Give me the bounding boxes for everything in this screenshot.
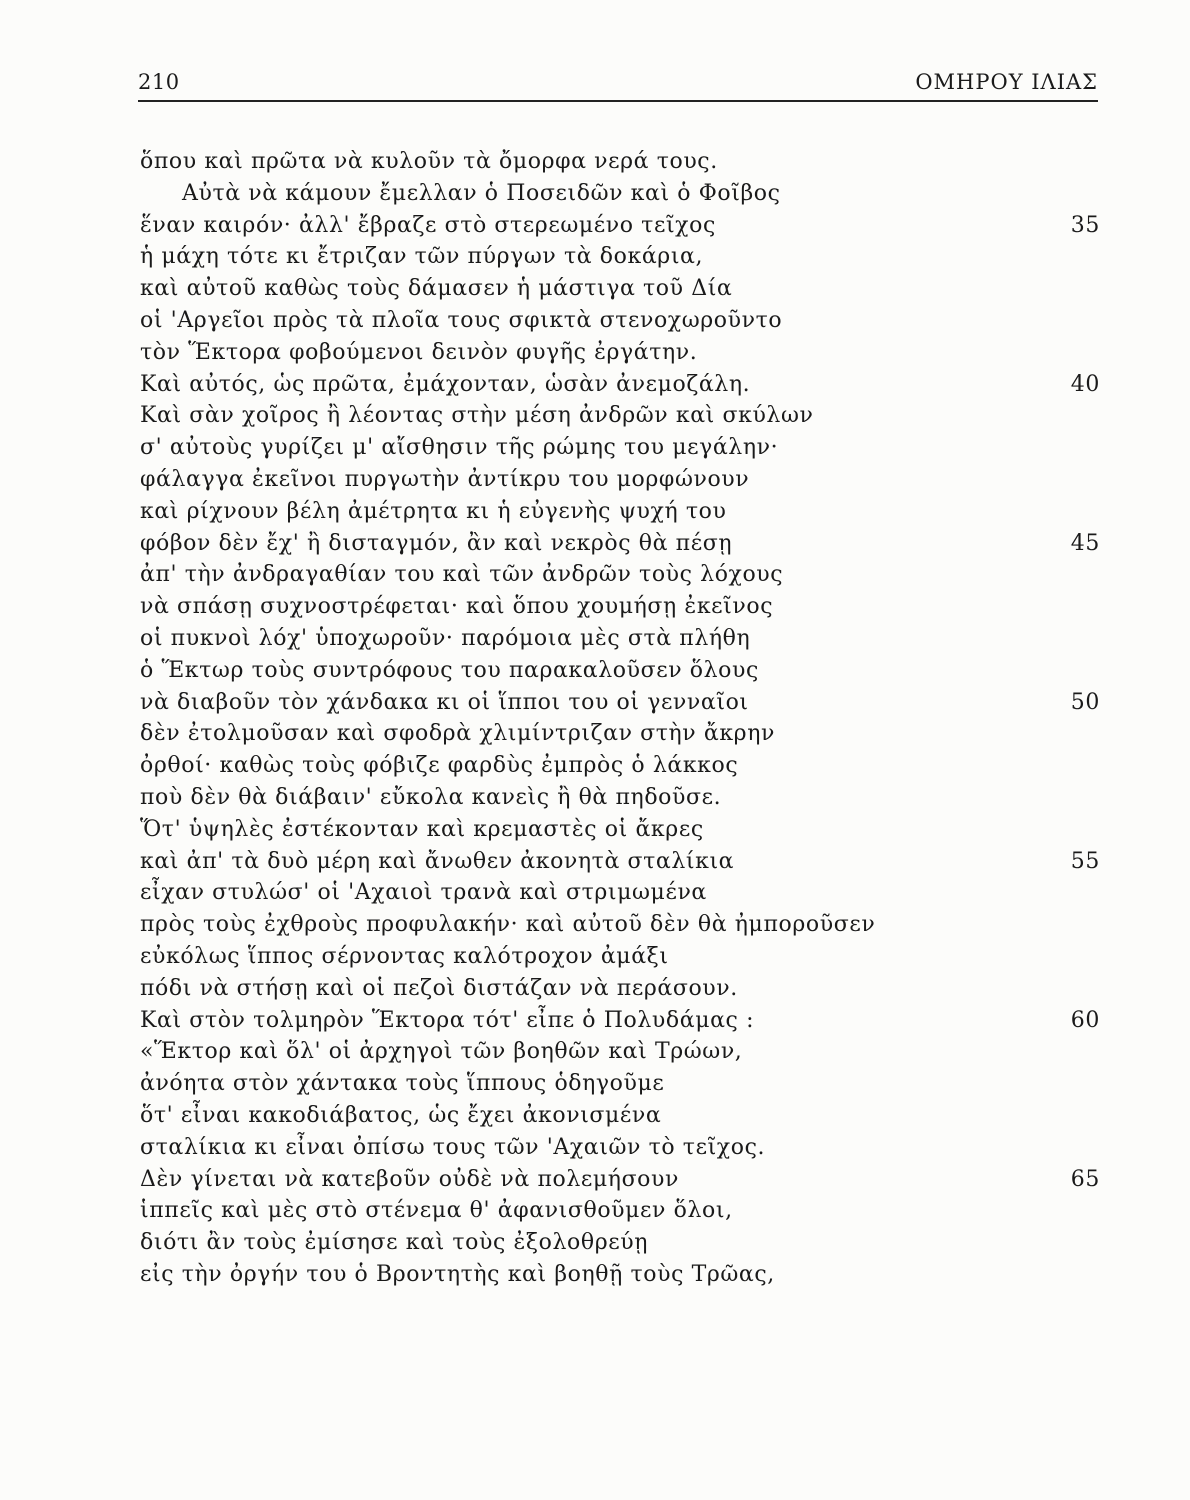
verse-line-31 (140, 1100, 1100, 1132)
verse-line-15 (140, 591, 1100, 623)
line-number: 45 (1070, 530, 1100, 556)
verse-text: οἱ πυκνοὶ λόχ' ὑποχωροῦν· παρόμοια μὲς στὰ πλήθη (140, 625, 751, 651)
verse-line-33 (140, 1164, 1100, 1196)
verse-text: ἕναν καιρόν· ἀλλ' ἔβραζε στὸ στερεωμένο τεῖχος (140, 212, 716, 238)
verse-line-24 (140, 877, 1100, 909)
verse-text: Αὐτὰ νὰ κάμουν ἔμελλαν ὁ Ποσειδῶν καὶ ὁ Φοῖβος (182, 180, 781, 206)
running-head (138, 70, 1098, 102)
verse-text: ἱππεῖς καὶ μὲς στὸ στένεμα θ' ἀφανισθοῦμεν ὅλοι, (140, 1198, 733, 1224)
verse-text: Ὅτ' ὑψηλὲς ἐστέκονταν καὶ κρεμαστὲς οἱ ἄκρες (140, 816, 704, 842)
verse-text: πρὸς τοὺς ἐχθροὺς προφυλακήν· καὶ αὐτοῦ δὲν θὰ ἠμποροῦσεν (140, 912, 876, 938)
line-number: 40 (1070, 371, 1100, 397)
verse-text: Καὶ σὰν χοῖρος ἢ λέοντας στὴν μέση ἀνδρῶν καὶ σκύλων (140, 403, 814, 429)
verse-line-11 (140, 464, 1100, 496)
page-number: 210 (138, 70, 180, 94)
verse-text: νὰ σπάσῃ συχνοστρέφεται· καὶ ὅπου χουμήσῃ ἐκεῖνος (140, 594, 774, 620)
verse-text: διότι ἂν τοὺς ἐμίσησε καὶ τοὺς ἐξολοθρεύῃ (140, 1230, 648, 1256)
verse-text: ποὺ δὲν θὰ διάβαιν' εὔκολα κανεὶς ἢ θὰ πηδοῦσε. (140, 784, 722, 810)
verse-text: καὶ ρίχνουν βέλη ἀμέτρητα κι ἡ εὐγενὴς ψυχή του (140, 498, 727, 524)
verse-line-1 (140, 146, 1100, 178)
verse-line-17 (140, 655, 1100, 687)
verse-text: σταλίκια κι εἶναι ὀπίσω τους τῶν 'Αχαιῶν τὸ τεῖχος. (140, 1134, 766, 1160)
verse-line-6 (140, 305, 1100, 337)
verse-text: Καὶ αὐτός, ὡς πρῶτα, ἐμάχονταν, ὡσὰν ἀνεμοζάλη. (140, 371, 751, 397)
verse-line-8 (140, 369, 1100, 401)
verse-text: ἡ μάχη τότε κι ἔτριζαν τῶν πύργων τὰ δοκάρια, (140, 244, 704, 270)
verse-line-18 (140, 687, 1100, 719)
verse-text: καὶ αὐτοῦ καθὼς τοὺς δάμασεν ἡ μάστιγα τοῦ Δία (140, 276, 733, 302)
verse-line-10 (140, 432, 1100, 464)
verse-text: νὰ διαβοῦν τὸν χάνδακα κι οἱ ἵπποι του οἱ γενναῖοι (140, 689, 749, 715)
verse-line-7 (140, 337, 1100, 369)
verse-line-2 (140, 178, 1100, 210)
verse-text: ὀρθοί· καθὼς τοὺς φόβιζε φαρδὺς ἐμπρὸς ὁ λάκκος (140, 753, 739, 779)
book-title: ΟΜΗΡΟΥ ΙΛΙΑΣ (915, 70, 1098, 94)
verse-text: πόδι νὰ στήσῃ καὶ οἱ πεζοὶ διστάζαν νὰ περάσουν. (140, 975, 738, 1001)
verse-line-25 (140, 909, 1100, 941)
verse-line-14 (140, 559, 1100, 591)
verse-line-12 (140, 496, 1100, 528)
verse-text: φόβον δὲν ἔχ' ἢ δισταγμόν, ἂν καὶ νεκρὸς θὰ πέσῃ (140, 530, 733, 556)
line-number: 35 (1070, 212, 1100, 238)
verse-text: τὸν Ἕκτορα φοβούμενοι δεινὸν φυγῆς ἐργάτην. (140, 339, 698, 365)
verse-text: Δὲν γίνεται νὰ κατεβοῦν οὐδὲ νὰ πολεμήσουν (140, 1166, 679, 1192)
line-number: 65 (1070, 1166, 1100, 1192)
verse-line-19 (140, 718, 1100, 750)
verse-line-26 (140, 941, 1100, 973)
verse-text: οἱ 'Αργεῖοι πρὸς τὰ πλοῖα τους σφικτὰ στενοχωροῦντο (140, 307, 783, 333)
verse-text: ὁ Ἕκτωρ τοὺς συντρόφους του παρακαλοῦσεν ὅλους (140, 657, 759, 683)
verse-text: ἀπ' τὴν ἀνδραγαθίαν του καὶ τῶν ἀνδρῶν τοὺς λόχους (140, 562, 784, 588)
verse-line-4 (140, 241, 1100, 273)
verse-text: δὲν ἐτολμοῦσαν καὶ σφοδρὰ χλιμίντριζαν στὴν ἄκρην (140, 721, 775, 747)
verse-text: εἶχαν στυλώσ' οἱ 'Αχαιοὶ τρανὰ καὶ στριμωμένα (140, 880, 707, 906)
line-number: 50 (1070, 689, 1100, 715)
verse-text: εἰς τὴν ὀργήν του ὁ Βροντητὴς καὶ βοηθῇ τοὺς Τρῶας, (140, 1261, 775, 1287)
line-number: 55 (1070, 848, 1100, 874)
verse-line-34 (140, 1195, 1100, 1227)
verse-line-9 (140, 400, 1100, 432)
verse-text: ἀνόητα στὸν χάντακα τοὺς ἵππους ὁδηγοῦμε (140, 1071, 665, 1097)
verse-line-5 (140, 273, 1100, 305)
verse-line-35 (140, 1227, 1100, 1259)
verse-line-23 (140, 846, 1100, 878)
verse-line-13 (140, 528, 1100, 560)
verse-line-27 (140, 973, 1100, 1005)
verse-line-16 (140, 623, 1100, 655)
verse-line-28 (140, 1005, 1100, 1037)
verse-text: φάλαγγα ἐκεῖνοι πυργωτὴν ἀντίκρυ του μορφώνουν (140, 466, 750, 492)
verse-text: ὅτ' εἶναι κακοδιάβατος, ὡς ἔχει ἀκονισμένα (140, 1102, 662, 1128)
verse-line-36 (140, 1259, 1100, 1291)
verse-line-20 (140, 750, 1100, 782)
verse-line-29 (140, 1036, 1100, 1068)
verse-text: ὅπου καὶ πρῶτα νὰ κυλοῦν τὰ ὄμορφα νερά τους. (140, 149, 718, 174)
verse-line-22 (140, 814, 1100, 846)
verse-line-32 (140, 1132, 1100, 1164)
verse-text: εὐκόλως ἵππος σέρνοντας καλότροχον ἀμάξι (140, 943, 669, 969)
verse-line-30 (140, 1068, 1100, 1100)
verse-text: Καὶ στὸν τολμηρὸν Ἕκτορα τότ' εἶπε ὁ Πολυδάμας : (140, 1007, 755, 1033)
verse-block (140, 146, 1100, 1291)
verse-text: σ' αὐτοὺς γυρίζει μ' αἴσθησιν τῆς ρώμης του μεγάλην· (140, 435, 779, 461)
line-number: 60 (1070, 1007, 1100, 1033)
verse-text: «Ἕκτορ καὶ ὅλ' οἱ ἀρχηγοὶ τῶν βοηθῶν καὶ Τρώων, (140, 1039, 743, 1065)
verse-line-21 (140, 782, 1100, 814)
verse-text: καὶ ἀπ' τὰ δυὸ μέρη καὶ ἄνωθεν ἀκονητὰ σταλίκια (140, 848, 735, 874)
verse-line-3 (140, 210, 1100, 242)
